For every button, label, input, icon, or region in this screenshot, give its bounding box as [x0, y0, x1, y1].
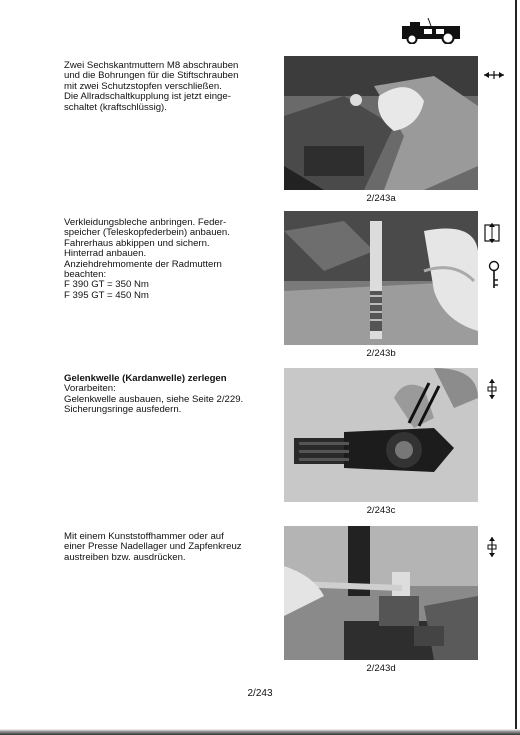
- vertical-arrows-icon: [486, 536, 498, 558]
- text-line: Zwei Sechskantmuttern M8 abschrauben: [64, 60, 239, 71]
- photo-caption: 2/243b: [366, 348, 396, 359]
- photo-caption: 2/243c: [366, 505, 396, 516]
- text-line: Hinterrad anbauen.: [64, 248, 147, 260]
- tractor-logo-icon: [398, 18, 464, 44]
- photo-2-243b: [284, 211, 478, 345]
- text-line: Mit einem Kunststoffhammer oder auf: [64, 531, 224, 542]
- photo-2-243a: [284, 56, 478, 190]
- text-line: Vorarbeiten:: [64, 383, 116, 395]
- text-line: Gelenkwelle ausbauen, siehe Seite 2/229.: [64, 393, 244, 405]
- text-line: beachten:: [64, 269, 107, 281]
- vertical-arrows-icon: [486, 378, 498, 400]
- text-line: F 395 GT = 450 Nm: [64, 289, 149, 301]
- frame-arrows-icon: [484, 222, 500, 244]
- text-line: Fahrerhaus abkippen und sichern.: [64, 237, 210, 249]
- section-4-text: [64, 532, 274, 563]
- page-number: 2/243: [247, 688, 273, 699]
- photo-2-243d: [284, 526, 478, 660]
- text-line: Verkleidungsbleche anbringen. Feder-: [64, 217, 227, 228]
- text-line: Sicherungsringe ausfedern.: [64, 404, 182, 416]
- photo-caption: 2/243a: [366, 193, 396, 204]
- text-line: einer Presse Nadellager und Zapfenkreuz: [64, 541, 242, 553]
- section-2-text: [64, 218, 274, 301]
- text-line: mit zwei Schutzstopfen verschließen.: [64, 80, 222, 92]
- text-line: und die Bohrungen für die Stiftschrauben: [64, 70, 239, 82]
- section-1-text: [64, 61, 274, 113]
- wrench-key-icon: [488, 260, 500, 290]
- text-line: Die Allradschaltkupplung ist jetzt einge-: [64, 91, 231, 103]
- text-line: F 390 GT = 350 Nm: [64, 279, 149, 291]
- text-line: Anziehdrehmomente der Radmuttern: [64, 258, 222, 270]
- photo-2-243c: [284, 368, 478, 502]
- text-line: schaltet (kraftschlüssig).: [64, 101, 167, 113]
- page-edge-right: [515, 0, 517, 735]
- section-3-text: [64, 374, 274, 416]
- text-line: austreiben bzw. ausdrücken.: [64, 551, 186, 563]
- text-line: speicher (Teleskopfederbein) anbauen.: [64, 227, 230, 239]
- shaft-arrows-icon: [482, 70, 506, 80]
- page-edge-bottom: [0, 729, 520, 735]
- photo-caption: 2/243d: [366, 663, 396, 674]
- section-heading: Gelenkwelle (Kardanwelle) zerlegen: [64, 373, 227, 384]
